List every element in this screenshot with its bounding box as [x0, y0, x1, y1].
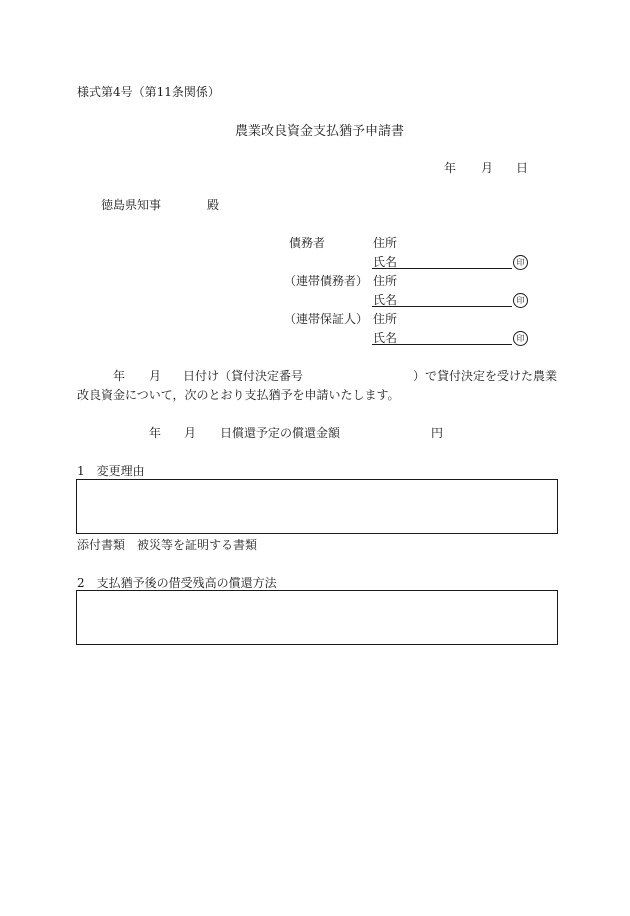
party-address-label: 住所: [373, 274, 398, 288]
repayment-method-box[interactable]: [76, 590, 558, 645]
body-day-loan-number: 日付け（貸付決定番号: [183, 369, 304, 383]
repayment-month: 月: [184, 426, 197, 440]
body-line2: 改良資金について，次のとおり支払猶予を申請いたします。: [77, 388, 400, 402]
party-role-joint-guarantor: （連帯保証人）: [284, 312, 369, 326]
change-reason-box[interactable]: [76, 479, 558, 534]
addressee-name: 徳島県知事: [101, 198, 162, 212]
body-year: 年: [113, 369, 126, 383]
section-heading-change-reason: 1 変更理由: [77, 464, 145, 478]
date-day: 日: [516, 161, 529, 175]
name-underline: [372, 306, 512, 307]
section-heading-repayment-method: 2 支払猶予後の借受残高の償還方法: [77, 576, 277, 590]
body-month: 月: [149, 369, 162, 383]
seal-icon: 印: [513, 293, 528, 308]
repayment-amount-label: 日償還予定の償還金額: [220, 426, 341, 440]
party-address-label: 住所: [373, 236, 398, 250]
date-year: 年: [444, 161, 457, 175]
body-line1-rest: ）で貸付決定を受けた農業: [413, 369, 558, 383]
party-role-debtor: 債務者: [289, 236, 326, 250]
name-underline: [372, 344, 512, 345]
party-role-joint-debtor: （連帯債務者）: [284, 274, 369, 288]
seal-icon: 印: [513, 331, 528, 346]
document-title: 農業改良資金支払猶予申請書: [235, 124, 405, 139]
attachment-note: 添付書類 被災等を証明する書類: [77, 538, 258, 552]
repayment-year: 年: [149, 426, 162, 440]
date-month: 月: [481, 161, 494, 175]
form-number: 様式第4号（第11条関係）: [77, 85, 220, 99]
addressee-honorific: 殿: [207, 198, 220, 212]
party-address-label: 住所: [373, 312, 398, 326]
seal-icon: 印: [513, 255, 528, 270]
repayment-unit: 円: [431, 426, 444, 440]
party-name-label: 氏名: [373, 331, 398, 345]
party-name-label: 氏名: [373, 255, 398, 269]
party-name-label: 氏名: [373, 293, 398, 307]
name-underline: [372, 268, 512, 269]
